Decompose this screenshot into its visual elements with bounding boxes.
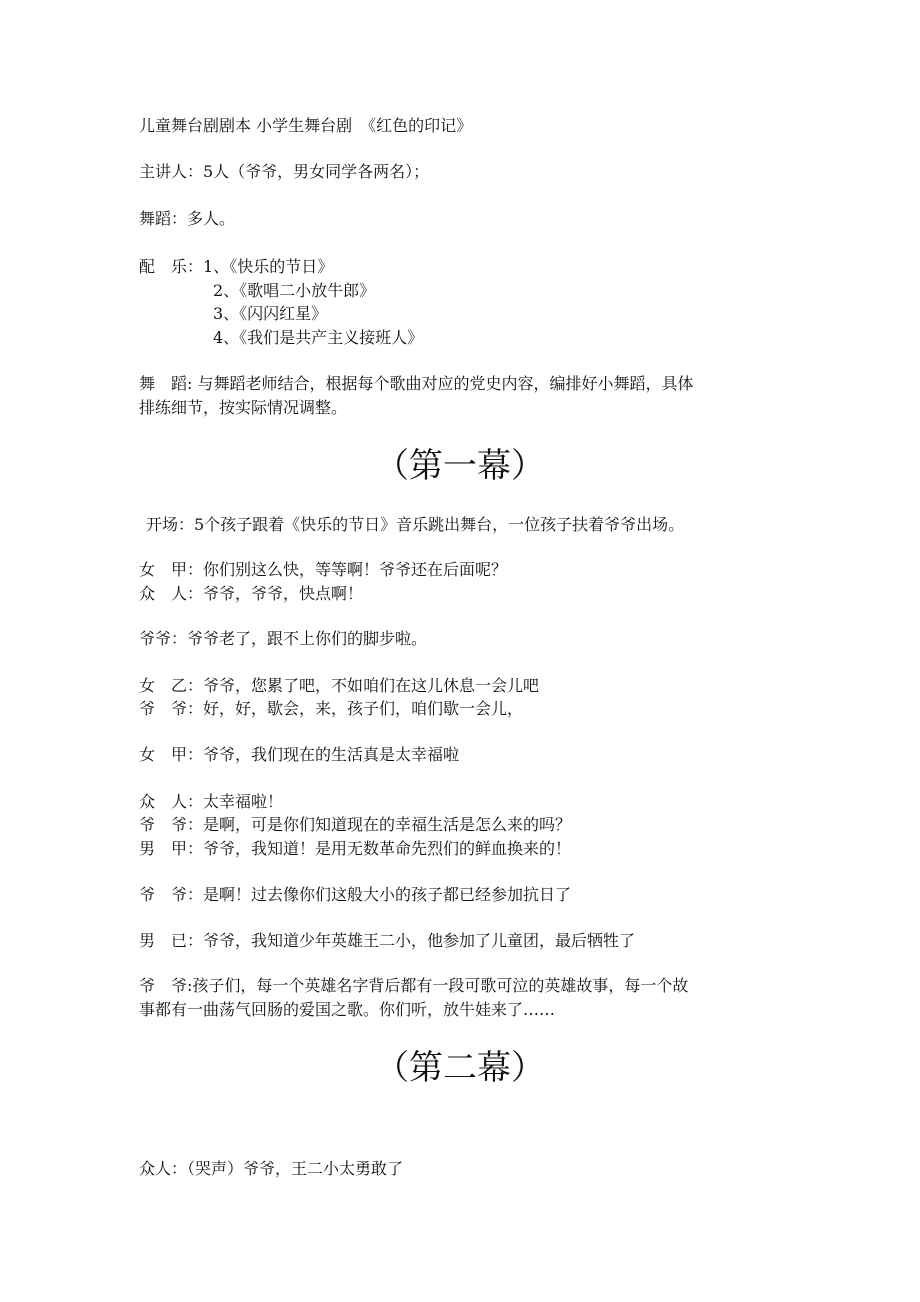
- dialogue-line: [139, 1158, 403, 1180]
- speaker-label: 男 甲：: [139, 839, 204, 858]
- speaker-label: 众 人：: [139, 792, 204, 811]
- dialogue-line: [139, 838, 571, 860]
- speaker-label: 爷爷：: [139, 629, 188, 648]
- speaker-label: 女 甲：: [139, 560, 204, 579]
- dialogue-line: [139, 698, 523, 720]
- dialogue-text: 爷爷，我知道！是用无数革命先烈们的鲜血换来的！: [203, 839, 572, 858]
- dialogue-text: 爷爷，我知道少年英雄王二小，他参加了儿童团，最后牺牲了: [203, 931, 636, 950]
- dialogue-text: 太幸福啦！: [203, 792, 284, 811]
- dialogue-text: 是啊，可是你们知道现在的幸福生活是怎么来的吗？: [203, 815, 572, 834]
- dialogue-text: （哭声）爷爷，王二小太勇敢了: [187, 1159, 404, 1178]
- dialogue-line: [139, 814, 571, 836]
- speaker-label: 女 甲：: [139, 745, 204, 764]
- music-item-text: 1、《快乐的节日》: [203, 257, 334, 276]
- music-list-item: [139, 256, 333, 278]
- dance-note-label: 舞 蹈:: [139, 374, 193, 393]
- speaker-label: 爷 爷：: [139, 815, 204, 834]
- dialogue-line: 事都有一曲荡气回肠的爱国之歌。你们听，放牛娃来了……: [139, 1000, 556, 1019]
- dance-note-line: [139, 373, 694, 395]
- act-heading: （第一幕）: [375, 446, 545, 486]
- speaker-label: 女 乙：: [139, 676, 204, 695]
- music-label: 配 乐：: [139, 257, 204, 276]
- dialogue-text: 好，好，歇会，来，孩子们，咱们歇一会儿，: [203, 699, 524, 718]
- dialogue-line: [139, 559, 507, 581]
- music-list-item: 4、《我们是共产主义接班人》: [213, 328, 424, 347]
- speaker-label: 众 人：: [139, 584, 204, 603]
- dance-note-line: 排练细节，按实际情况调整。: [139, 398, 348, 417]
- narrators-line: 主讲人：5人（爷爷，男女同学各两名）；: [139, 162, 430, 181]
- dialogue-text: 爷爷，爷爷，快点啊！: [203, 584, 364, 603]
- dialogue-line: [139, 744, 459, 766]
- speaker-label: 男 已：: [139, 931, 204, 950]
- dialogue-text: 爷爷，我们现在的生活真是太幸福啦: [203, 745, 460, 764]
- dialogue-line: [139, 791, 283, 813]
- dialogue-text: 孩子们，每一个英雄名字背后都有一段可歌可泣的英雄故事，每一个故: [192, 976, 689, 995]
- dialogue-line: [139, 975, 688, 997]
- dialogue-line: [139, 675, 539, 697]
- opening-line: 开场：5个孩子跟着《快乐的节日》音乐跳出舞台，一位孩子扶着爷爷出场。: [146, 515, 685, 534]
- act-heading: （第二幕）: [375, 1048, 545, 1088]
- music-list-item: 3、《闪闪红星》: [213, 304, 328, 323]
- dialogue-text: 爷爷老了，跟不上你们的脚步啦。: [187, 629, 428, 648]
- dialogue-text: 你们别这么快，等等啊！爷爷还在后面呢？: [203, 560, 508, 579]
- document-title: 儿童舞台剧剧本 小学生舞台剧 《红色的印记》: [139, 116, 473, 135]
- speaker-label: 爷 爷：: [139, 699, 204, 718]
- speaker-label: 爷 爷：: [139, 885, 204, 904]
- speaker-label: 爷 爷:: [139, 976, 193, 995]
- dialogue-line: [139, 884, 571, 906]
- dialogue-line: [139, 583, 363, 605]
- dialogue-text: 爷爷，您累了吧，不如咱们在这儿休息一会儿吧: [203, 676, 540, 695]
- speaker-label: 众人：: [139, 1159, 188, 1178]
- dance-note-text: 与舞蹈老师结合，根据每个歌曲对应的党史内容，编排好小舞蹈，具体: [197, 374, 694, 393]
- dialogue-line: [139, 930, 635, 952]
- dialogue-line: [139, 628, 427, 650]
- music-list-item: 2、《歌唱二小放牛郎》: [213, 281, 376, 300]
- dialogue-text: 是啊！过去像你们这般大小的孩子都已经参加抗日了: [203, 885, 572, 904]
- dance-line: 舞蹈：多人。: [139, 209, 236, 228]
